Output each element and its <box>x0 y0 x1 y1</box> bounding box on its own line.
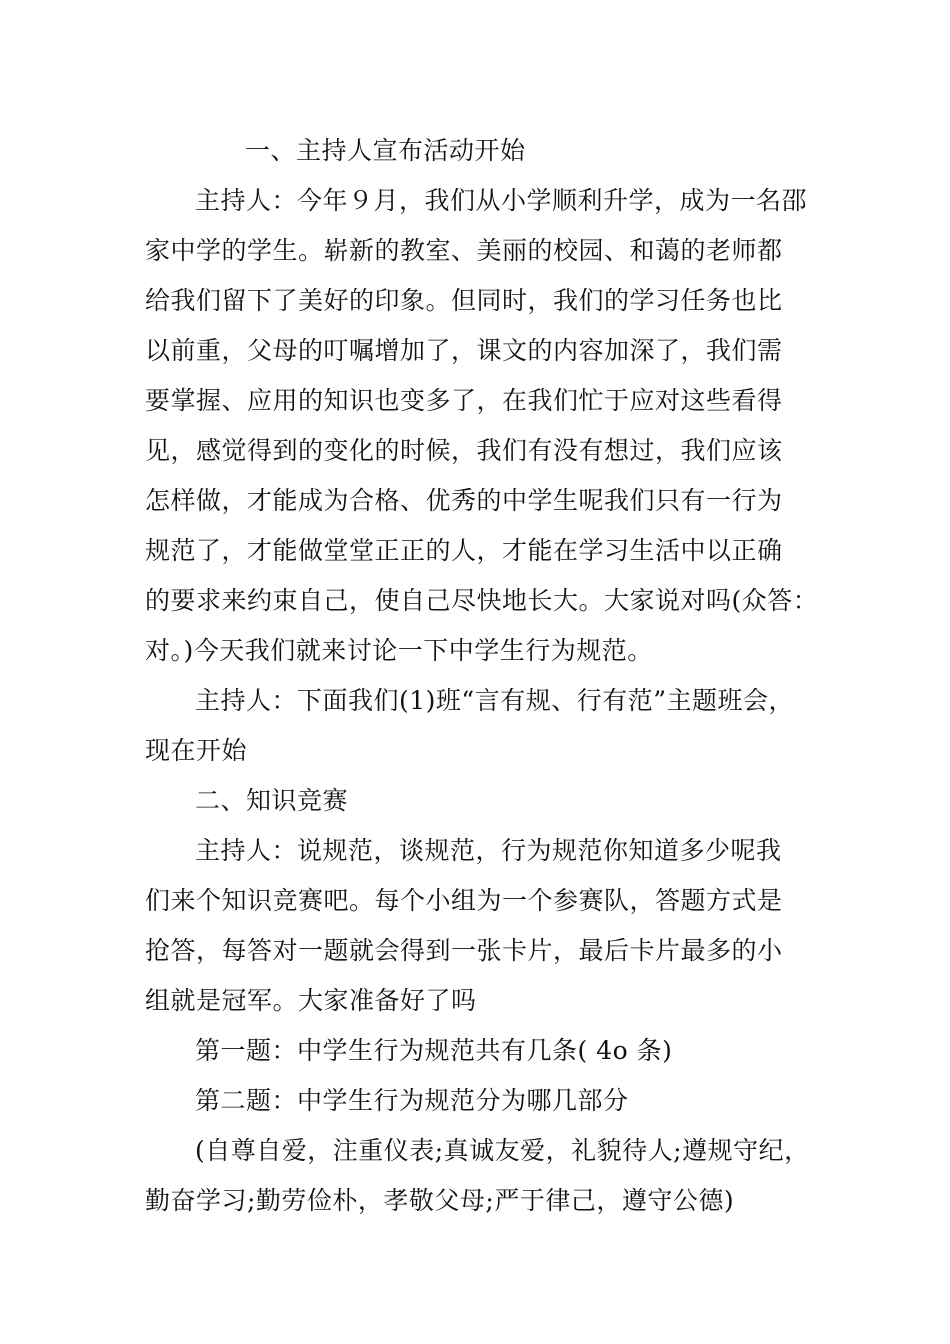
answer-line: 勤奋学习;勤劳俭朴，孝敬父母;严于律己，遵守公德) <box>145 1186 735 1215</box>
question-2: 第二题：中学生行为规范分为哪几部分 <box>195 1086 629 1115</box>
paragraph-line: 见，感觉得到的变化的时候，我们有没有想过，我们应该 <box>145 436 783 465</box>
paragraph-line: 抢答，每答对一题就会得到一张卡片，最后卡片最多的小 <box>145 936 783 965</box>
paragraph-line: 要掌握、应用的知识也变多了，在我们忙于应对这些看得 <box>145 386 783 415</box>
question-1: 第一题：中学生行为规范共有几条( 4o 条) <box>195 1036 673 1065</box>
paragraph-line: 的要求来约束自己，使自己尽快地长大。大家说对吗(众答： <box>145 586 819 615</box>
paragraph-line: 家中学的学生。崭新的教室、美丽的校园、和蔼的老师都 <box>145 236 783 265</box>
paragraph-line: 们来个知识竞赛吧。每个小组为一个参赛队，答题方式是 <box>145 886 783 915</box>
paragraph-line: 主持人：下面我们(1)班“言有规、行有范”主题班会， <box>195 686 794 715</box>
paragraph-line: 规范了，才能做堂堂正正的人，才能在学习生活中以正确 <box>145 536 783 565</box>
paragraph-line: 对。)今天我们就来讨论一下中学生行为规范。 <box>145 636 653 665</box>
paragraph-line: 现在开始 <box>145 736 248 765</box>
paragraph-line: 怎样做，才能成为合格、优秀的中学生呢我们只有一行为 <box>145 486 783 515</box>
paragraph-line: 给我们留下了美好的印象。但同时，我们的学习任务也比 <box>145 286 783 315</box>
paragraph-line: 以前重，父母的叮嘱增加了，课文的内容加深了，我们需 <box>145 336 783 365</box>
section-heading-2: 二、知识竞赛 <box>195 786 349 815</box>
section-heading-1: 一、主持人宣布活动开始 <box>245 136 526 165</box>
answer-line: (自尊自爱，注重仪表;真诚友爱，礼貌待人;遵规守纪， <box>195 1136 810 1165</box>
paragraph-line: 主持人：说规范，谈规范，行为规范你知道多少呢我 <box>195 836 782 865</box>
paragraph-line: 组就是冠军。大家准备好了吗 <box>145 986 477 1015</box>
paragraph-line: 主持人：今年９月，我们从小学顺利升学，成为一名邵 <box>195 186 808 215</box>
